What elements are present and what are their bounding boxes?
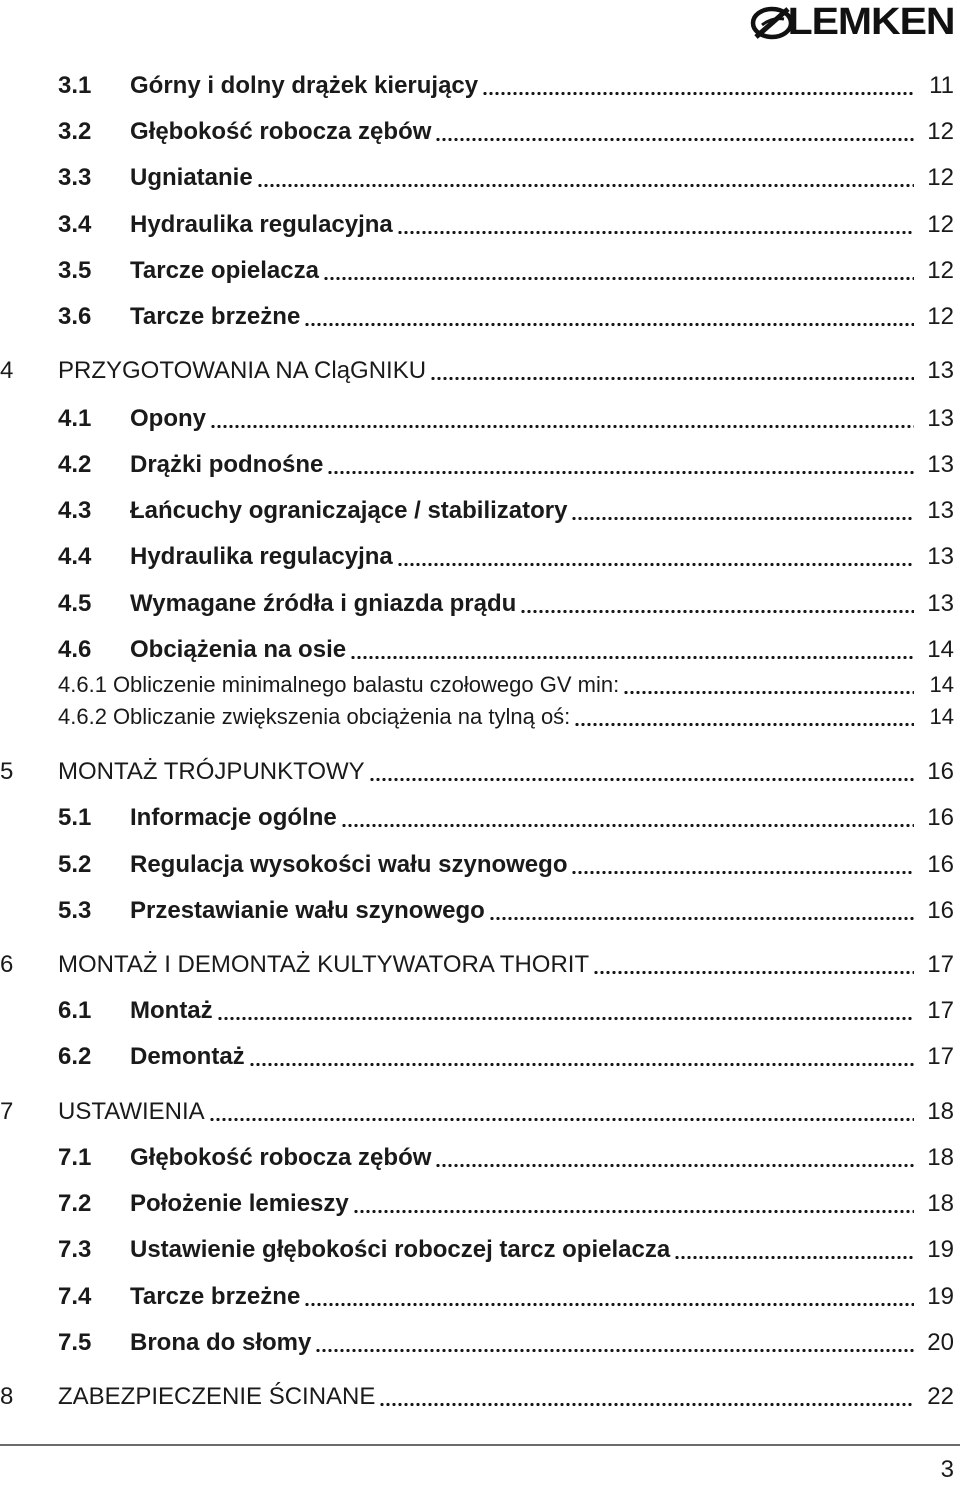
toc-entry-page: 12 xyxy=(927,303,954,330)
toc-entry-page: 12 xyxy=(927,118,954,145)
toc-entry-page: 13 xyxy=(927,451,954,478)
toc-dot-leader xyxy=(593,971,914,974)
toc-entry[interactable] xyxy=(0,1379,954,1415)
toc-entry-page: 12 xyxy=(927,211,954,238)
toc-entry-title: Hydraulika regulacyjna xyxy=(130,543,393,570)
toc-dot-leader xyxy=(435,1164,914,1167)
toc-dot-leader xyxy=(397,563,914,566)
toc-entry-number: 3.1 xyxy=(58,72,92,99)
toc-dot-leader xyxy=(379,1403,914,1406)
toc-dot-leader xyxy=(571,517,914,520)
toc-entry[interactable] xyxy=(0,160,954,196)
toc-dot-leader xyxy=(353,1210,914,1213)
toc-dot-leader xyxy=(435,138,914,141)
toc-entry-page: 13 xyxy=(927,590,954,617)
toc-entry[interactable] xyxy=(0,1039,954,1075)
toc-entry[interactable] xyxy=(0,68,954,104)
toc-entry-number: 4 xyxy=(0,357,14,384)
toc-entry-page: 17 xyxy=(927,951,954,978)
toc-entry-title: Hydraulika regulacyjna xyxy=(130,211,393,238)
toc-entry-number: 7.4 xyxy=(58,1283,92,1310)
toc-entry-title: Montaż xyxy=(130,997,213,1024)
toc-entry-page: 18 xyxy=(927,1144,954,1171)
toc-entry-number: 3.3 xyxy=(58,164,92,191)
toc-entry-number: 3.5 xyxy=(58,257,92,284)
toc-entry[interactable] xyxy=(0,667,954,703)
toc-dot-leader xyxy=(327,471,914,474)
toc-entry-page: 16 xyxy=(927,804,954,831)
toc-dot-leader xyxy=(674,1256,914,1259)
toc-entry-number: 4.6 xyxy=(58,636,92,663)
toc-entry-page: 20 xyxy=(927,1329,954,1356)
toc-entry[interactable] xyxy=(0,847,954,883)
toc-entry-number: 4.2 xyxy=(58,451,92,478)
toc-entry[interactable] xyxy=(0,586,954,622)
logo-text: LEMKEN xyxy=(787,1,954,43)
toc-entry-title: Ustawienie głębokości roboczej tarcz opielacza xyxy=(130,1236,671,1263)
toc-entry[interactable] xyxy=(0,1140,954,1176)
lemken-logo xyxy=(750,2,954,42)
toc-entry-title: Ugniatanie xyxy=(130,164,253,191)
toc-dot-leader xyxy=(397,231,914,234)
toc-entry[interactable] xyxy=(0,401,954,437)
toc-entry[interactable] xyxy=(0,893,954,929)
toc-entry[interactable] xyxy=(0,114,954,150)
toc-entry-title: ZABEZPIECZENIE ŚCINANE xyxy=(58,1383,376,1410)
toc-entry[interactable] xyxy=(0,207,954,243)
toc-entry-number: 6.2 xyxy=(58,1043,92,1070)
toc-entry-title: Regulacja wysokości wału szynowego xyxy=(130,851,568,878)
toc-entry-page: 18 xyxy=(927,1190,954,1217)
toc-entry[interactable] xyxy=(0,493,954,529)
toc-entry-title: Wymagane źródła i gniazda prądu xyxy=(130,590,517,617)
toc-entry-title: Głębokość robocza zębów xyxy=(130,1144,432,1171)
toc-entry-title: Górny i dolny drążek kierujący xyxy=(130,72,479,99)
toc-entry-page: 16 xyxy=(927,897,954,924)
toc-entry-number: 4.6.1 xyxy=(58,672,107,697)
toc-entry-title: Łańcuchy ograniczające / stabilizatory xyxy=(130,497,568,524)
toc-entry-page: 13 xyxy=(927,497,954,524)
toc-entry-number: 5 xyxy=(0,758,14,785)
toc-entry[interactable] xyxy=(0,539,954,575)
toc-entry-title: Drążki podnośne xyxy=(130,451,324,478)
toc-entry-number: 7.5 xyxy=(58,1329,92,1356)
toc-entry-title: Głębokość robocza zębów xyxy=(130,118,432,145)
toc-entry-number: 4.3 xyxy=(58,497,92,524)
toc-entry-title: USTAWIENIA xyxy=(58,1098,205,1125)
toc-entry-number: 5.3 xyxy=(58,897,92,924)
toc-entry[interactable] xyxy=(0,1186,954,1222)
toc-dot-leader xyxy=(350,656,914,659)
toc-entry-number: 3.4 xyxy=(58,211,92,238)
toc-entry-number: 4.6.2 xyxy=(58,704,107,729)
toc-entry-page: 16 xyxy=(927,758,954,785)
toc-entry[interactable] xyxy=(0,632,954,668)
toc-entry-title: Tarcze brzeżne xyxy=(130,1283,301,1310)
toc-entry-page: 14 xyxy=(927,636,954,663)
toc-entry[interactable] xyxy=(0,447,954,483)
toc-entry-page: 17 xyxy=(927,1043,954,1070)
toc-entry[interactable] xyxy=(0,1232,954,1268)
toc-entry-page: 14 xyxy=(929,704,954,729)
toc-entry-number: 3.2 xyxy=(58,118,92,145)
toc-entry-number: 7.1 xyxy=(58,1144,92,1171)
toc-dot-leader xyxy=(571,871,914,874)
toc-entry-page: 12 xyxy=(927,257,954,284)
toc-entry-title: Tarcze brzeżne xyxy=(130,303,301,330)
toc-entry-number: 8 xyxy=(0,1383,14,1410)
toc-entry-title: Informacje ogólne xyxy=(130,804,337,831)
footer-divider xyxy=(0,1444,960,1446)
toc-dot-leader xyxy=(304,1303,914,1306)
toc-entry[interactable] xyxy=(0,1325,954,1361)
toc-dot-leader xyxy=(323,277,914,280)
toc-entry-page: 11 xyxy=(929,72,954,99)
toc-dot-leader xyxy=(341,824,914,827)
toc-entry[interactable] xyxy=(0,1279,954,1315)
toc-entry-page: 17 xyxy=(927,997,954,1024)
toc-dot-leader xyxy=(489,917,914,920)
toc-entry[interactable] xyxy=(0,993,954,1029)
toc-entry-page: 22 xyxy=(927,1383,954,1410)
toc-entry-title: Przestawianie wału szynowego xyxy=(130,897,485,924)
toc-entry-number: 4.5 xyxy=(58,590,92,617)
toc-dot-leader xyxy=(210,425,914,428)
toc-entry-page: 14 xyxy=(929,672,954,697)
toc-entry-title: Brona do słomy xyxy=(130,1329,312,1356)
toc-entry-page: 18 xyxy=(927,1098,954,1125)
toc-entry[interactable] xyxy=(0,1094,954,1130)
toc-entry[interactable] xyxy=(0,299,954,335)
toc-entry-title: MONTAŻ I DEMONTAŻ KULTYWATORA THORIT xyxy=(58,951,590,978)
toc-entry-page: 19 xyxy=(927,1236,954,1263)
toc-entry[interactable] xyxy=(0,353,954,389)
toc-entry-title: MONTAŻ TRÓJPUNKTOWY xyxy=(58,758,365,785)
toc-entry-page: 13 xyxy=(927,357,954,384)
toc-entry-number: 3.6 xyxy=(58,303,92,330)
toc-entry[interactable] xyxy=(0,800,954,836)
toc-entry-number: 4.1 xyxy=(58,405,92,432)
toc-entry-page: 16 xyxy=(927,851,954,878)
toc-dot-leader xyxy=(482,92,914,95)
toc-entry[interactable] xyxy=(0,947,954,983)
toc-entry-number: 5.2 xyxy=(58,851,92,878)
toc-dot-leader xyxy=(520,610,914,613)
toc-dot-leader xyxy=(249,1063,914,1066)
toc-entry-page: 13 xyxy=(927,543,954,570)
toc-entry-number: 6.1 xyxy=(58,997,92,1024)
toc-dot-leader xyxy=(257,184,914,187)
toc-dot-leader xyxy=(209,1118,914,1121)
toc-dot-leader xyxy=(315,1349,914,1352)
toc-entry-number: 4.4 xyxy=(58,543,92,570)
toc-entry-title: Tarcze opielacza xyxy=(130,257,319,284)
toc-entry-page: 13 xyxy=(927,405,954,432)
toc-entry[interactable] xyxy=(0,699,954,735)
toc-dot-leader xyxy=(304,323,914,326)
toc-dot-leader xyxy=(369,778,914,781)
toc-entry-title: Opony xyxy=(130,405,206,432)
toc-entry-title: Położenie lemieszy xyxy=(130,1190,349,1217)
toc-dot-leader xyxy=(430,377,914,380)
toc-entry-number: 7.3 xyxy=(58,1236,92,1263)
toc-entry-title: Obliczenie minimalnego balastu czołowego GV min: xyxy=(112,672,620,697)
toc-dot-leader xyxy=(623,691,914,694)
toc-entry-number: 5.1 xyxy=(58,804,92,831)
toc-entry[interactable] xyxy=(0,754,954,790)
toc-dot-leader xyxy=(574,723,914,726)
toc-entry-title: PRZYGOTOWANIA NA CląGNIKU xyxy=(58,357,427,384)
toc-entry-title: Obliczanie zwiększenia obciążenia na tylną oś: xyxy=(112,704,571,729)
toc-entry-number: 6 xyxy=(0,951,14,978)
toc-entry-number: 7.2 xyxy=(58,1190,92,1217)
toc-entry-page: 12 xyxy=(927,164,954,191)
page-number: 3 xyxy=(940,1456,954,1483)
toc-entry[interactable] xyxy=(0,253,954,289)
toc-entry-title: Demontaż xyxy=(130,1043,245,1070)
toc-entry-page: 19 xyxy=(927,1283,954,1310)
toc-entry-title: Obciążenia na osie xyxy=(130,636,347,663)
toc-entry-number: 7 xyxy=(0,1098,14,1125)
toc-dot-leader xyxy=(217,1017,914,1020)
